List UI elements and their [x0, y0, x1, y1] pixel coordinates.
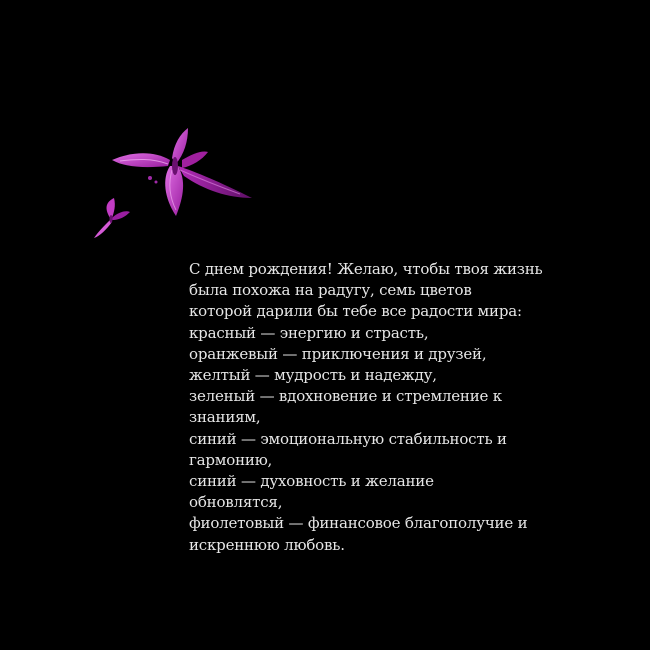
message-line: искреннюю любовь. — [189, 535, 345, 554]
message-line: оранжевый — приключения и друзей, — [189, 344, 487, 363]
message-line: зеленый — вдохновение и стремление к — [189, 387, 502, 406]
message-line: которой дарили бы тебе все радости мира: — [189, 302, 522, 321]
message-line: красный — энергию и страсть, — [189, 323, 429, 342]
message-line: синий — духовность и желание — [189, 472, 434, 491]
message-line: обновлятся, — [189, 493, 283, 512]
message-line: желтый — мудрость и надежду, — [189, 366, 437, 385]
message-line: гармонию, — [189, 450, 273, 469]
message-line: была похожа на радугу, семь цветов — [189, 281, 472, 300]
birthday-message — [189, 259, 549, 556]
message-line: фиолетовый — финансовое благополучие и — [189, 514, 528, 533]
message-line: синий — эмоциональную стабильность и — [189, 429, 507, 448]
butterfly-small-icon — [90, 196, 132, 240]
message-line: знаниям, — [189, 408, 261, 427]
message-line: С днем рождения! Желаю, чтобы твоя жизнь — [189, 260, 543, 278]
